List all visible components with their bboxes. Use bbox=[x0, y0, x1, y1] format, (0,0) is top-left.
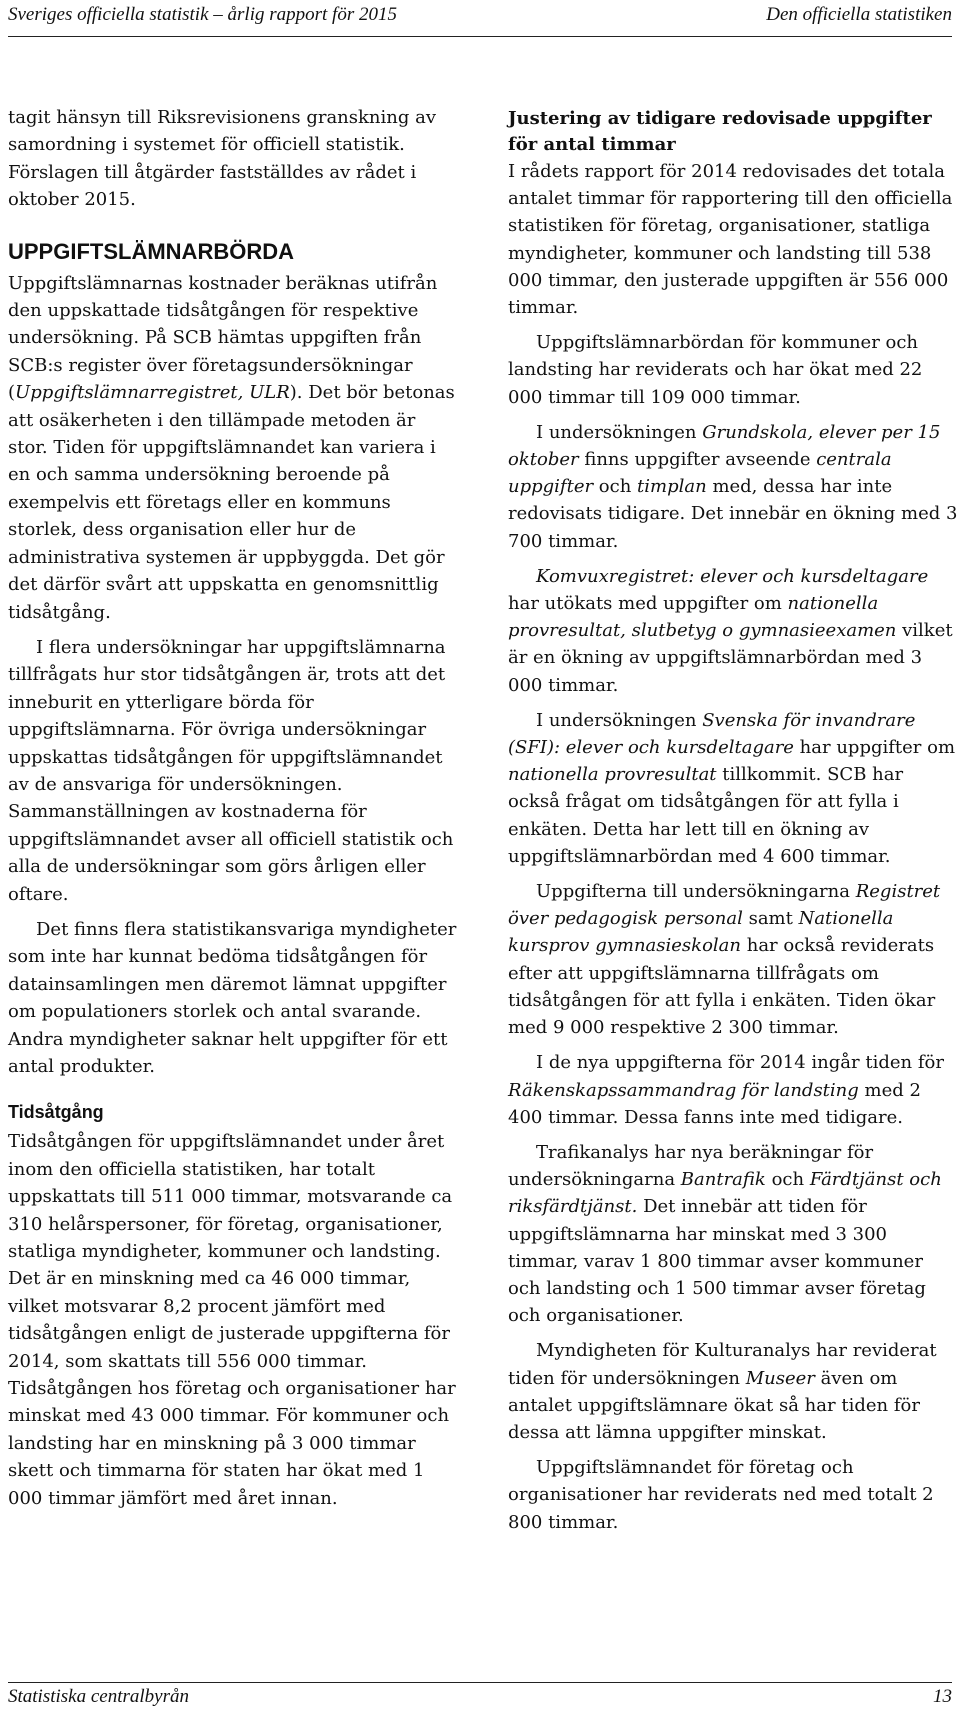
right-column bbox=[508, 106, 958, 1536]
page-number: 13 bbox=[933, 1686, 952, 1707]
left-column bbox=[8, 104, 458, 1512]
paragraph-myndigheter: Det finns flera statistikansvariga myndigheter som inte har kunnat bedöma tidsåtgången för datainsamlingen men däremot lämnat uppgifter om populationers storlek och antal svarande. Andra myndigheter saknar helt uppgifter för ett antal produkter. bbox=[8, 918, 457, 1077]
footer-publisher: Statistiska centralbyrån bbox=[8, 1686, 190, 1707]
paragraph-kostnader: Uppgiftslämnarnas kostnader beräknas utifrån den uppskattade tidsåtgången för respektive undersökning. På SCB hämtas uppgiften från SCB:s register över företagsundersökningar (Uppgiftslämnarregistret, ULR). Det bör betonas att osäkerheten i den tillämpade metoden är stor. Tiden för uppgiftslämnandet kan variera i en och samma undersökning beroende på exempelvis ett företags eller en kommuns storlek, dess organisation eller hur de administrativa systemen är uppbyggda. Det gör det därför svårt att uppskatta en genomsnittlig tidsåtgång. bbox=[8, 272, 455, 623]
paragraph-komvux: Komvuxregistret: elever och kursdeltagare har utökats med uppgifter om nationella provresultat, slutbetyg o gymnasieexamen vilket är en ökning av uppgiftslämnarbördan med 3 000 timmar. bbox=[508, 565, 953, 696]
paragraph-trafikanalys: Trafikanalys har nya beräkningar för undersökningarna Bantrafik och Färdtjänst och riksfärdtjänst. Det innebär att tiden för uppgiftslämnarna har minskat med 3 300 timmar, varav 1 800 timmar avser kommuner och landsting och 1 500 timmar avser företag och organisationer. bbox=[508, 1141, 942, 1327]
paragraph-radets-rapport: I rådets rapport för 2014 redovisades det totala antalet timmar för rapportering till den officiella statistiken för företag, organisationer, statliga myndigheter, kommuner och landsting till 538 000 timmar, den justerade uppgiften är 556 000 timmar. bbox=[508, 161, 953, 319]
subheading-tidsatgang: Tidsåtgång bbox=[8, 1102, 104, 1123]
page-footer bbox=[8, 1686, 952, 1710]
paragraph-intro: tagit hänsyn till Riksrevisionens granskning av samordning i systemet för officiell statistik. Förslagen till åtgärder fastställdes av rådet i oktober 2015. bbox=[8, 107, 437, 211]
paragraph-tidsatgang: Tidsåtgången för uppgiftslämnandet under året inom den officiella statistiken, har totalt uppskattats till 511 000 timmar, motsvarande ca 310 helårspersoner, för företag, organisationer, statliga myndigheter, kommuner och landsting. Det är en minskning med ca 46 000 timmar, vilket motsvarar 8,2 procent jämfört med tidsåtgången enligt de justerade uppgifterna för 2014, som skattats till 556 000 timmar. Tidsåtgången hos företag och organisationer har minskat med 43 000 timmar. För kommuner och landsting har en minskning på 3 000 timmar skett och timmarna för staten har ökat med 1 000 timmar jämfört med året innan. bbox=[8, 1131, 456, 1509]
subheading-justering: Justering av tidigare redovisade uppgifter för antal timmar bbox=[508, 108, 932, 155]
paragraph-kommuner-landsting: Uppgiftslämnarbördan för kommuner och landsting har reviderats och har ökat med 22 000 timmar till 109 000 timmar. bbox=[508, 332, 923, 408]
paragraph-pedagogisk-personal: Uppgifterna till undersökningarna Registret över pedagogisk personal samt Nationella kursprov gymnasieskolan har också reviderats efter att uppgiftslämnarna tillfrågats om tidsåtgången för att fylla i enkäten. Tiden ökar med 9 000 respektive 2 300 timmar. bbox=[508, 881, 941, 1039]
paragraph-kulturanalys: Myndigheten för Kulturanalys har reviderat tiden för undersökningen Museer även om antalet uppgiftslämnare ökat så har tiden för dessa att lämna uppgifter minskat. bbox=[508, 1340, 937, 1443]
section-heading-uppgiftslamnarborda: UPPGIFTSLÄMNARBÖRDA bbox=[8, 238, 294, 264]
paragraph-grundskola: I undersökningen Grundskola, elever per 15 oktober finns uppgifter avseende centrala uppgifter och timplan med, dessa har inte redovisats tidigare. Det innebär en ökning med 3 700 timmar. bbox=[508, 421, 958, 552]
header-report-title: Sveriges officiella statistik – årlig rapport för 2015 bbox=[8, 4, 397, 25]
paragraph-flera-undersokningar: I flera undersökningar har uppgiftslämnarna tillfrågats hur stor tidsåtgången är, trots att det inneburit en ytterligare börda för uppgiftslämnarna. För övriga undersökningar uppskattas tidsåtgången för uppgiftslämnandet av de ansvariga för undersökningen. Sammanställningen av kostnaderna för uppgiftslämnandet avser all officiell statistik och alla de undersökningar som görs årligen eller oftare. bbox=[8, 636, 454, 905]
footer-divider bbox=[8, 1682, 952, 1683]
paragraph-foretag-organisationer: Uppgiftslämnandet för företag och organisationer har reviderats ned med totalt 2 800 timmar. bbox=[508, 1457, 934, 1533]
paragraph-rakenskapssammandrag: I de nya uppgifterna för 2014 ingår tiden för Räkenskapssammandrag för landsting med 2 400 timmar. Dessa fanns inte med tidigare. bbox=[508, 1052, 944, 1128]
page-header bbox=[8, 0, 952, 30]
paragraph-sfi: I undersökningen Svenska för invandrare (SFI): elever och kursdeltagare har uppgifter om nationella provresultat tillkommit. SCB har också frågat om tidsåtgången för att fylla i enkäten. Detta har lett till en ökning av uppgiftslämnarbördan med 4 600 timmar. bbox=[508, 709, 956, 867]
header-divider bbox=[8, 36, 952, 37]
header-section-title: Den officiella statistiken bbox=[766, 4, 952, 25]
